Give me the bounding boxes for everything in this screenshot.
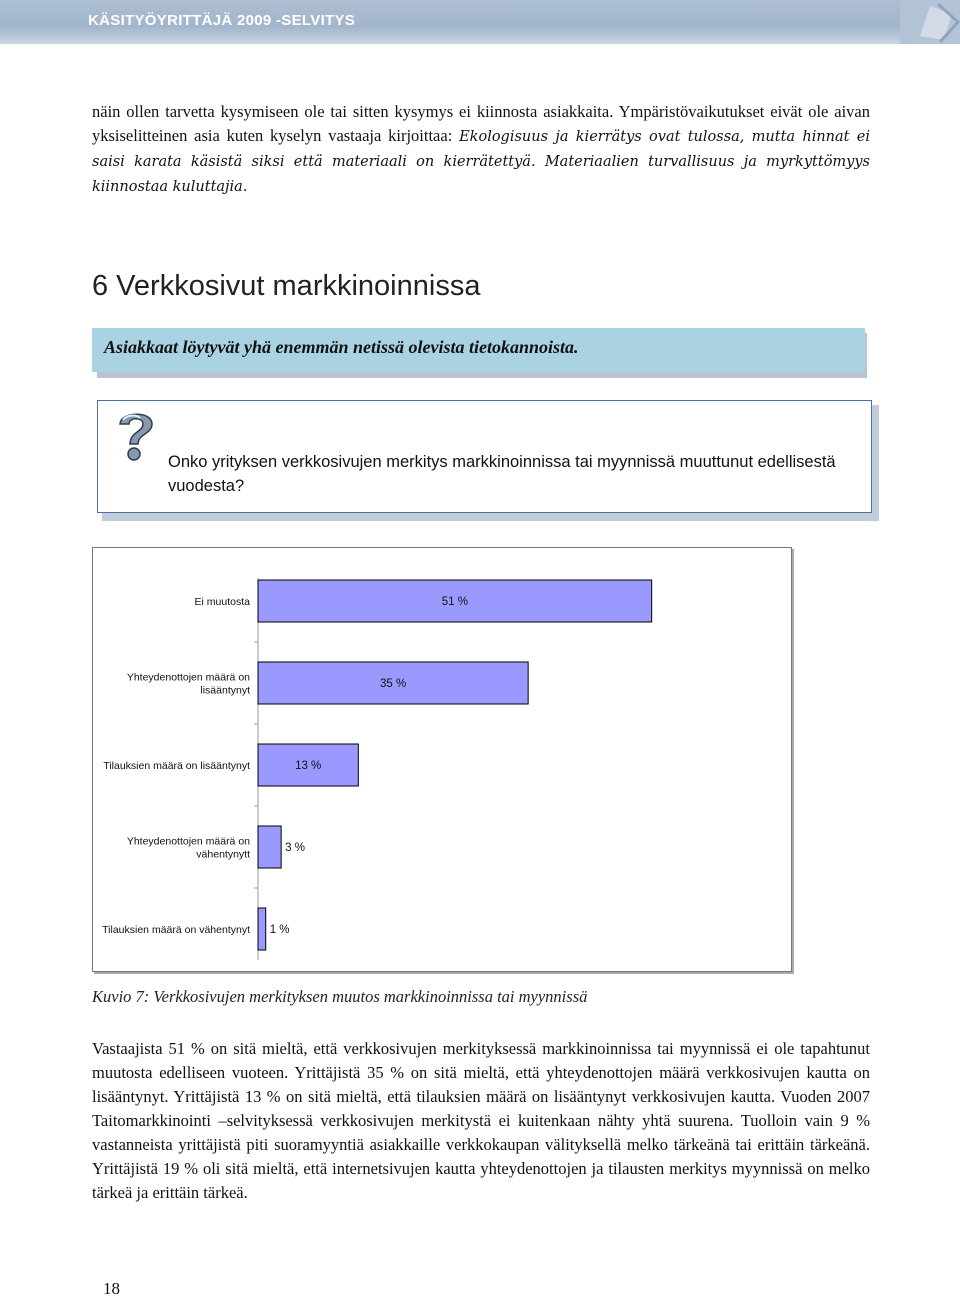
chart-category-label: Tilauksien määrä on vähentynyt xyxy=(102,924,250,936)
question-mark-icon xyxy=(114,408,158,464)
chart-category-label: Yhteydenottojen määrä on lisääntynyt xyxy=(126,671,250,697)
intro-quote: Ekologisuus ja kierrätys ovat tulossa, mutta hinnat ei saisi karata käsistä siksi että materiaali on kierrätettyä. Materiaalien turvallisuus ja myrkyttömyys kiinnostaa kuluttajia. xyxy=(92,129,870,195)
header-title: KÄSITYÖYRITTÄJÄ 2009 -SELVITYS xyxy=(88,12,356,29)
question-text: Onko yrityksen verkkosivujen merkitys markkinoinnissa tai myynnissä muuttunut edellisestä vuodesta? xyxy=(168,453,836,495)
chart-category-label: Ei muutosta xyxy=(194,596,250,608)
body-paragraph: Vastaajista 51 % on sitä mieltä, että verkkosivujen merkityksessä markkinoinnissa tai myynnissä ei ole tapahtunut muutosta edelliseen vuoteen. Yrittäjistä 35 % on sitä mieltä, että yhteydenottojen määrä verkkosivujen kautta on lisääntynyt. Yrittäjistä 13 % on sitä mieltä, että tilauksien määrä on lisääntynyt verkkosivujen kautta. Vuoden 2007 Taitomarkkinointi –selvityksessä verkkosivujen merkitystä ei kuitenkaan nähty yhtä suurena. Tuolloin vain 9 % vastanneista yrittäjistä piti suoramyyntiä asiakkaille verkkokaupan välityksellä melko tärkeänä tai erittäin tärkeänä. Yrittäjistä 19 % oli sitä mieltä, että internetsivujen kautta yhteydenottojen ja tilausten merkitys myynnissä on melko tärkeä ja erittäin tärkeä. xyxy=(92,1039,870,1202)
intro-paragraph xyxy=(92,100,870,199)
section-title: 6 Verkkosivut markkinoinnissa xyxy=(92,270,481,302)
page-number: 18 xyxy=(103,1279,120,1298)
chart-value-label: 1 % xyxy=(269,924,290,936)
chart-bar xyxy=(258,908,266,950)
chart-category-label: Tilauksien määrä on lisääntynyt xyxy=(103,760,250,772)
intro-text: näin ollen tarvetta kysymiseen ole tai sitten kysymys ei kiinnosta asiakkaita. Ympäristövaikutukset eivät ole aivan yksiselitteinen asia kuten kyselyn vastaaja kirjoittaa: xyxy=(92,102,870,145)
chart-bar xyxy=(258,826,281,868)
chart-value-label: 35 % xyxy=(379,678,407,690)
chart-value-label: 3 % xyxy=(285,842,305,854)
header-logo xyxy=(900,0,960,44)
figure-caption: Kuvio 7: Verkkosivujen merkityksen muutos markkinoinnissa tai myynnissä xyxy=(92,987,588,1006)
chart-value-label: 51 % xyxy=(441,596,468,608)
chart-value-label: 13 % xyxy=(295,760,322,772)
chart-category-label: Yhteydenottojen määrä on vähentynytt xyxy=(126,835,250,861)
bar-chart xyxy=(92,547,792,972)
section-banner: Asiakkaat löytyvät yhä enemmän netissä olevista tietokannoista. xyxy=(92,328,865,372)
